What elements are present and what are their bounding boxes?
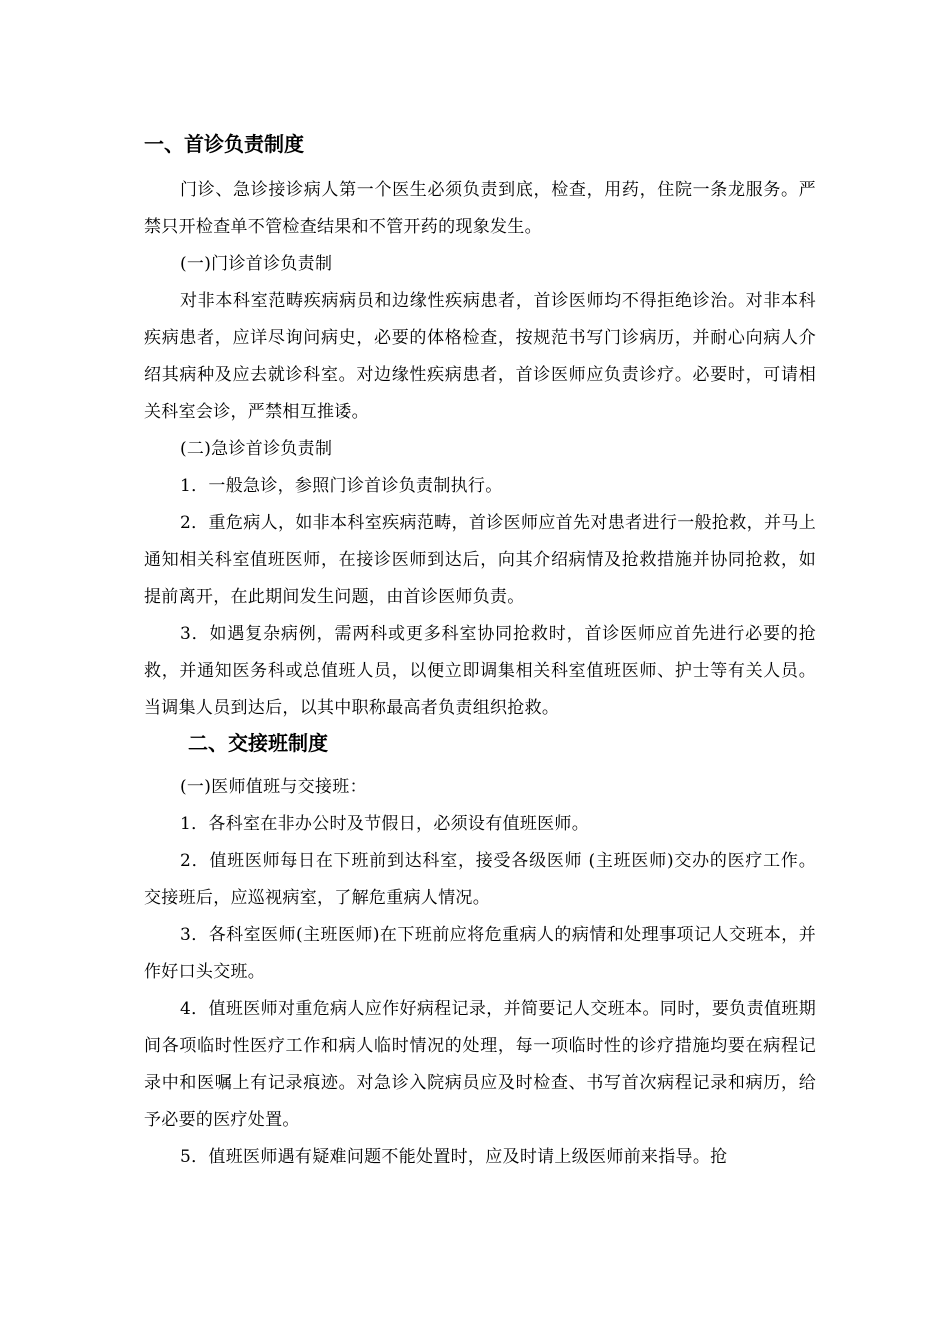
section-1-paragraph: 门诊、急诊接诊病人第一个医生必须负责到底，检查，用药，住院一条龙服务。严禁只开检查单不管检查结果和不管开药的现象发生。 [144,180,816,237]
section-2-heading: 二、交接班制度 [188,731,328,755]
section-1-item-3: 3．如遇复杂病例，需两科或更多科室协同抢救时，首诊医师应首先进行必要的抢救，并通知医务科或总值班人员，以便立即调集相关科室值班医师、护士等有关人员。当调集人员到达后，以其中职称最高者负责组织抢救。 [144,624,816,718]
section-1-subheading-outpatient: (一)门诊首诊负责制 [180,254,333,274]
section-1-heading: 一、首诊负责制度 [144,132,304,156]
section-2-item-3: 3．各科室医师(主班医师)在下班前应将危重病人的病情和处理事项记人交班本，并作好口头交班。 [144,925,816,982]
section-1-subheading-emergency: (二)急诊首诊负责制 [180,439,333,459]
section-1-paragraph: 对非本科室范畴疾病病员和边缘性疾病患者，首诊医师均不得拒绝诊治。对非本科疾病患者，应详尽询问病史，必要的体格检查，按规范书写门诊病历，并耐心向病人介绍其病种及应去就诊科室。对边缘性疾病患者，首诊医师应负责诊疗。必要时，可请相关科室会诊，严禁相互推诿。 [144,291,816,422]
document-page [144,124,816,1176]
section-1-item-1: 1．一般急诊，参照门诊首诊负责制执行。 [180,476,503,496]
section-1-item-2: 2．重危病人，如非本科室疾病范畴，首诊医师应首先对患者进行一般抢救，并马上通知相关科室值班医师，在接诊医师到达后，向其介绍病情及抢救措施并协同抢救，如提前离开，在此期间发生问题，由首诊医师负责。 [144,513,816,607]
section-2-subheading-physician-duty: (一)医师值班与交接班： [180,777,367,797]
section-2-item-5: 5．值班医师遇有疑难问题不能处置时，应及时请上级医师前来指导。抢 [180,1147,728,1167]
section-2-item-4: 4．值班医师对重危病人应作好病程记录，并简要记人交班本。同时，要负责值班期间各项临时性医疗工作和病人临时情况的处理，每一项临时性的诊疗措施均要在病程记录中和医嘱上有记录痕迹。对急诊入院病员应及时检查、书写首次病程记录和病历，给予必要的医疗处置。 [144,999,816,1130]
section-2-item-1: 1．各科室在非办公时及节假日，必须设有值班医师。 [180,814,590,834]
section-2-item-2: 2．值班医师每日在下班前到达科室，接受各级医师 (主班医师)交办的医疗工作。交接班后，应巡视病室，了解危重病人情况。 [144,851,816,908]
